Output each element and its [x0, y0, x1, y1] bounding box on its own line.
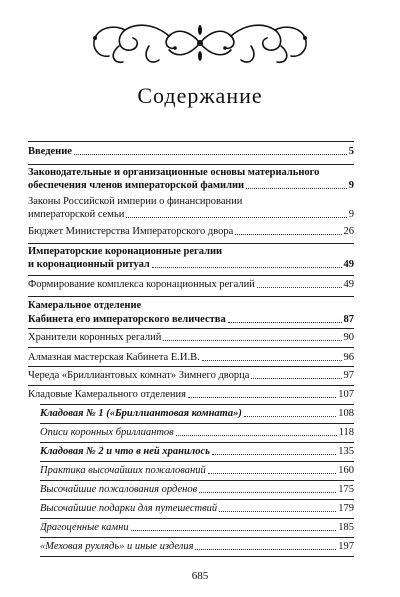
toc-entry-subsection: Хранители коронных регалий 90: [28, 332, 354, 343]
toc-entry-intro: Введение 5: [28, 146, 354, 157]
section-divider: [28, 347, 354, 348]
toc-entry-subsubsection: Кладовая № 2 и что в ней хранилось 135: [40, 446, 354, 457]
toc-entry-subsection: Бюджет Министерства Императорского двора 26: [28, 226, 354, 237]
toc-entry-subsubsection: Высочайшие пожалования орденов 175: [40, 484, 354, 495]
section-divider: [40, 499, 354, 500]
section-divider: [40, 423, 354, 424]
toc-entry-subsubsection: Описи коронных бриллиантов 118: [40, 427, 354, 438]
toc-entry-subsubsection: Практика высочайших пожалований 160: [40, 465, 354, 476]
section-divider: [40, 480, 354, 481]
section-divider: [28, 243, 354, 244]
toc-entry-subsection: Алмазная мастерская Кабинета Е.И.В. 96: [28, 352, 354, 363]
section-divider: [40, 518, 354, 519]
toc-entry-subsection: Череда «Бриллиантовых комнат» Зимнего дворца 97: [28, 370, 354, 381]
toc-entry-subsubsection: Высочайшие подарки для путешествий 179: [40, 503, 354, 514]
toc-entry-subsection: императорской семьи 9: [28, 209, 354, 220]
toc-entry-section-1: обеспечения членов императорской фамилии 9: [28, 180, 354, 191]
section-divider: [40, 461, 354, 462]
section-divider: [28, 385, 354, 386]
section-divider: [28, 275, 354, 276]
toc-entry-line: Камеральное отделение: [28, 300, 142, 311]
page-number: 685: [191, 570, 209, 582]
toc-entry-subsection: Кладовые Камерального отделения 107: [28, 389, 354, 400]
toc-entry-section-2: и коронационный ритуал 49: [28, 259, 354, 270]
section-divider: [40, 442, 354, 443]
toc-entry-subsubsection: Драгоценные камни 185: [40, 522, 354, 533]
toc-entry-section-3: Кабинета его императорского величества 87: [28, 314, 354, 325]
section-divider: [40, 537, 354, 538]
section-divider: [28, 296, 354, 297]
section-divider: [28, 328, 354, 329]
decorative-ornament: [89, 16, 311, 70]
section-divider: [40, 556, 354, 557]
toc-entry-line: Законодательные и организационные основы материального: [28, 167, 320, 178]
section-divider: [28, 141, 354, 142]
section-divider: [28, 164, 354, 165]
toc-entry-line: Законы Российской империи о финансировании: [28, 196, 243, 207]
page-title: Содержание: [137, 83, 263, 108]
toc-entry-subsubsection: Кладовая № 1 («Бриллиантовая комната») 108: [40, 408, 354, 419]
toc-entry-subsection: Формирование комплекса коронационных регалий 49: [28, 279, 354, 290]
section-divider: [40, 404, 354, 405]
toc-entry-line: Императорские коронационные регалии: [28, 246, 223, 257]
toc-entry-subsubsection: «Меховая рухлядь» и иные изделия 197: [40, 541, 354, 552]
section-divider: [28, 366, 354, 367]
